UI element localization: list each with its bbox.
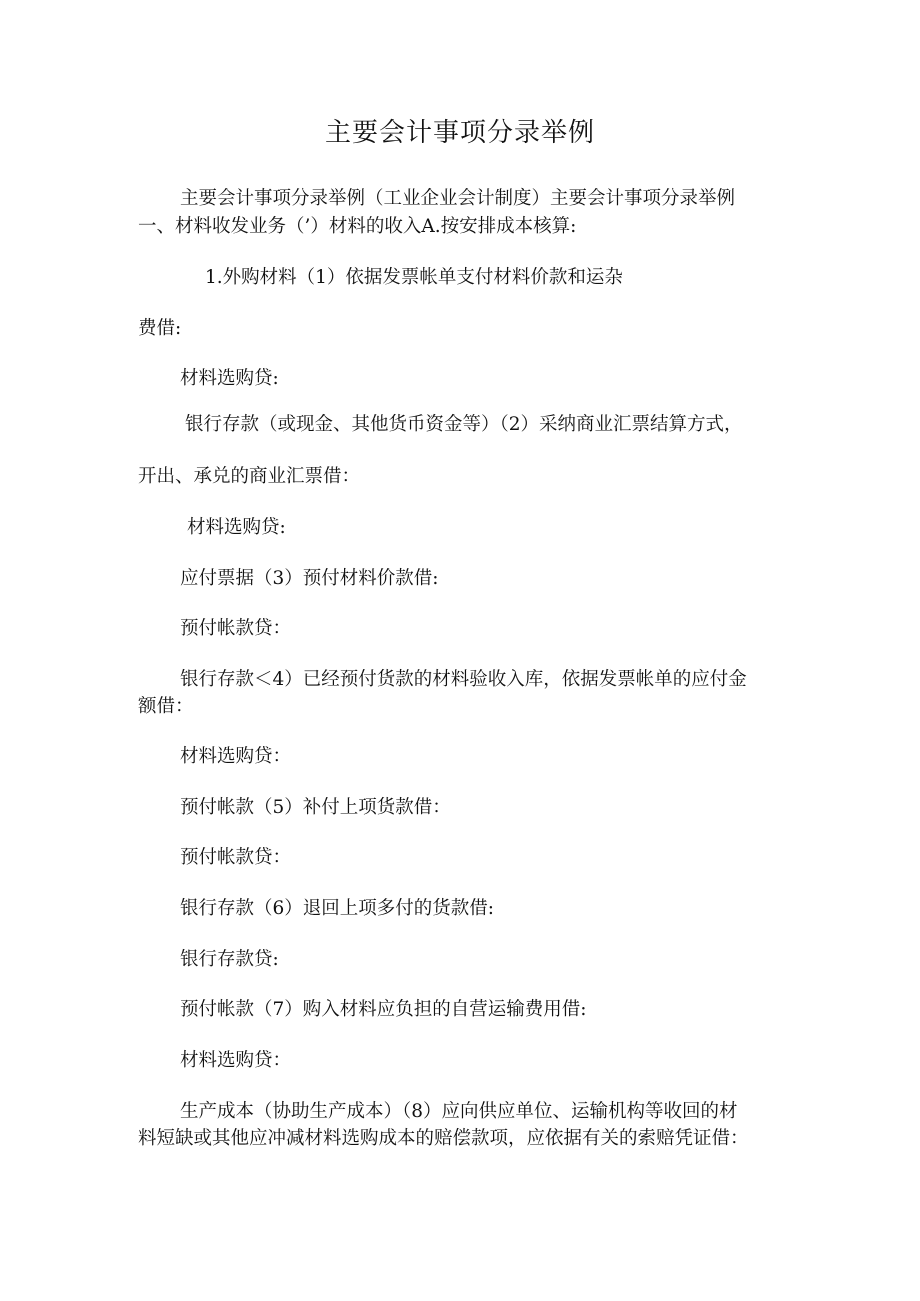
paragraph-line: 材料选购贷: [187, 517, 286, 538]
paragraph-line: 银行存款＜4）已经预付货款的材料验收入库，依据发票帐单的应付金 [180, 669, 747, 690]
paragraph-line: 主要会计事项分录举例（工业企业会计制度）主要会计事项分录举例 [180, 188, 736, 209]
paragraph-line: 一、材料收发业务（’）材料的收入A.按安排成本核算: [138, 216, 577, 237]
paragraph-line: 预付帐款贷： [180, 618, 292, 639]
paragraph-line: 银行存款贷: [180, 949, 279, 970]
paragraph-line: 应付票据（3）预付材料价款借: [180, 568, 439, 589]
paragraph-line: 材料选购贷： [180, 746, 292, 767]
paragraph-line: 生产成本（协助生产成本）（8）应向供应单位、运输机构等收回的材 [180, 1101, 738, 1122]
paragraph-line: 料短缺或其他应冲减材料选购成本的赔偿款项，应依据有关的索赔凭证借： [138, 1128, 749, 1149]
paragraph-line: 额借： [138, 696, 194, 717]
document-title: 主要会计事项分录举例 [324, 118, 595, 148]
paragraph-line: 开出、承兑的商业汇票借： [138, 466, 361, 487]
paragraph-line: 预付帐款（7）购入材料应负担的自营运输费用借: [180, 999, 587, 1020]
paragraph-line: 1.外购材料（1）依据发票帐单支付材料价款和运杂 [205, 267, 623, 288]
paragraph-line: 预付帐款（5）补付上项货款借： [180, 797, 451, 818]
paragraph-line: 费借: [138, 318, 182, 339]
paragraph-line: 材料选购贷： [180, 1050, 292, 1071]
paragraph-line: 预付帐款贷： [180, 847, 292, 868]
paragraph-line: 材料选购贷: [180, 368, 279, 389]
paragraph-line: 银行存款（6）退回上项多付的货款借: [180, 898, 495, 919]
paragraph-line: 银行存款（或现金、其他货币资金等）（2）采纳商业汇票结算方式， [185, 414, 743, 435]
